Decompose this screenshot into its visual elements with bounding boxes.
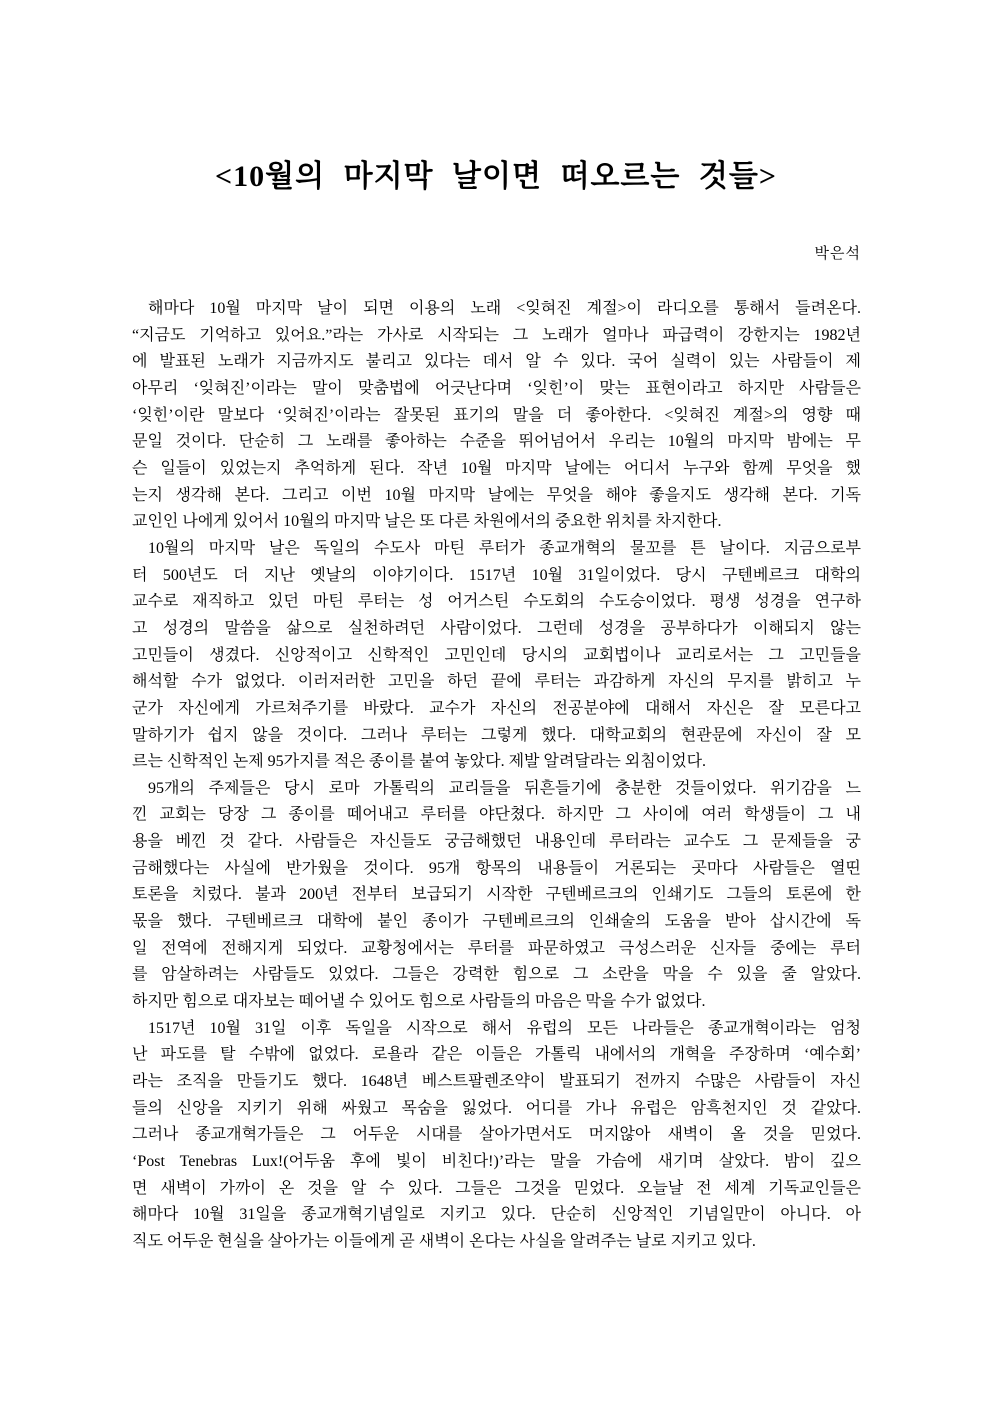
body-line: 낀 교회는 당장 그 종이를 떼어내고 루터를 야단쳤다. 하지만 그 사이에 여러 학생들이 그 내 <box>132 806 861 824</box>
body-line: 르는 신학적인 논제 95가지를 적은 종이를 붙여 놓았다. 제발 알려달라는 외침이었다. <box>132 753 707 771</box>
body-line: 난 파도를 탈 수밖에 없었다. 로욜라 같은 이들은 가톨릭 내에서의 개혁을 주장하며 ‘예수회’ <box>132 1046 861 1064</box>
body-line: 토론을 치렀다. 불과 200년 전부터 보급되기 시작한 구텐베르크의 인쇄기도 그들의 토론에 한 <box>132 886 861 904</box>
body-line: 고민들이 생겼다. 신앙적이고 신학적인 고민인데 당시의 교회법이나 교리로서는 그 고민들을 <box>132 646 861 664</box>
body-line: 해석할 수가 없었다. 이러저러한 고민을 하던 끝에 루터는 과감하게 자신의 무지를 밝히고 누 <box>132 673 861 691</box>
body-line: 문일 것이다. 단순히 그 노래를 좋아하는 수준을 뛰어넘어서 우리는 10월의 마지막 밤에는 무 <box>132 433 861 451</box>
body-line: 직도 어두운 현실을 살아가는 이들에게 곧 새벽이 온다는 사실을 알려주는 날로 지키고 있다. <box>132 1232 756 1250</box>
body-line: 터 500년도 더 지난 옛날의 이야기이다. 1517년 10월 31일이었다. 당시 구텐베르크 대학의 <box>132 566 861 584</box>
document-body <box>132 296 861 1256</box>
body-line: 라는 조직을 만들기도 했다. 1648년 베스트팔렌조약이 발표되기 전까지 수많은 사람들이 자신 <box>132 1073 861 1091</box>
body-line: “지금도 기억하고 있어요.”라는 가사로 시작되는 그 노래가 얼마나 파급력이 강한지는 1982년 <box>132 326 861 344</box>
body-line: 에 발표된 노래가 지금까지도 불리고 있다는 데서 알 수 있다. 국어 실력이 있는 사람들이 제 <box>132 353 861 371</box>
body-line: 고 성경의 말씀을 삶으로 실천하려던 사람이었다. 그런데 성경을 공부하다가 이해되지 않는 <box>132 619 861 637</box>
paragraph <box>132 776 861 1016</box>
body-line: 용을 베낀 것 같다. 사람들은 자신들도 궁금해했던 내용인데 루터라는 교수도 그 문제들을 궁 <box>132 833 861 851</box>
body-line: 말하기가 쉽지 않을 것이다. 그러나 루터는 그렇게 했다. 대학교회의 현관문에 자신이 잘 모 <box>132 726 861 744</box>
body-line: 하지만 힘으로 대자보는 떼어낼 수 있어도 힘으로 사람들의 마음은 막을 수가 없었다. <box>132 993 706 1011</box>
body-line: 면 새벽이 가까이 온 것을 알 수 있다. 그들은 그것을 믿었다. 오늘날 전 세계 기독교인들은 <box>132 1179 861 1197</box>
body-line: 는지 생각해 본다. 그리고 이번 10월 마지막 날에는 무엇을 해야 좋을지도 생각해 본다. 기독 <box>132 486 861 504</box>
body-line: 95개의 주제들은 당시 로마 가톨릭의 교리들을 뒤흔들기에 충분한 것들이었다. 위기감을 느 <box>148 779 861 797</box>
body-line: 교인인 나에게 있어서 10월의 마지막 날은 또 다른 차원에서의 중요한 위치를 차지한다. <box>132 513 722 531</box>
body-line: 아무리 ‘잊혀진’이라는 말이 맞춤법에 어긋난다며 ‘잊힌’이 맞는 표현이라고 하지만 사람들은 <box>132 379 861 397</box>
body-line: 군가 자신에게 가르쳐주기를 바랐다. 교수가 자신의 전공분야에 대해서 자신은 잘 모른다고 <box>132 699 861 717</box>
paragraph <box>132 536 861 776</box>
body-line: 1517년 10월 31일 이후 독일을 시작으로 해서 유럽의 모든 나라들은 종교개혁이라는 엄청 <box>148 1019 861 1037</box>
body-line: 해마다 10월 31일을 종교개혁기념일로 지키고 있다. 단순히 신앙적인 기념일만이 아니다. 아 <box>132 1206 861 1224</box>
body-line: 교수로 재직하고 있던 마틴 루터는 성 어거스틴 수도회의 수도승이었다. 평생 성경을 연구하 <box>132 593 861 611</box>
body-line: 그러나 종교개혁가들은 그 어두운 시대를 살아가면서도 머지않아 새벽이 올 것을 믿었다. <box>132 1126 861 1144</box>
body-line: 슨 일들이 있었는지 추억하게 된다. 작년 10월 마지막 날에는 어디서 누구와 함께 무엇을 했 <box>132 459 861 477</box>
body-line: ‘잊힌’이란 말보다 ‘잊혀진’이라는 잘못된 표기의 말을 더 좋아한다. <잊혀진 계절>의 영향 때 <box>132 406 861 424</box>
body-line: 를 암살하려는 사람들도 있었다. 그들은 강력한 힘으로 그 소란을 막을 수 있을 줄 알았다. <box>132 966 861 984</box>
body-line: 금해했다는 사실에 반가웠을 것이다. 95개 항목의 내용들이 거론되는 곳마다 사람들은 열띤 <box>132 859 861 877</box>
paragraph <box>132 1016 861 1256</box>
paragraph <box>132 296 861 536</box>
body-line: 해마다 10월 마지막 날이 되면 이용의 노래 <잊혀진 계절>이 라디오를 통해서 들려온다. <box>148 300 861 317</box>
author-name: 박은석 <box>814 246 861 262</box>
document-title: <10월의 마지막 날이면 떠오르는 것들> <box>215 160 777 193</box>
body-line: 들의 신앙을 지키기 위해 싸웠고 목숨을 잃었다. 어디를 가나 유럽은 암흑천지인 것 같았다. <box>132 1099 861 1117</box>
body-line: 10월의 마지막 날은 독일의 수도사 마틴 루터가 종교개혁의 물꼬를 튼 날이다. 지금으로부 <box>148 539 861 557</box>
body-line: 일 전역에 전해지게 되었다. 교황청에서는 루터를 파문하였고 극성스러운 신자들 중에는 루터 <box>132 939 861 957</box>
body-line: 몫을 했다. 구텐베르크 대학에 붙인 종이가 구텐베르크의 인쇄술의 도움을 받아 삽시간에 독 <box>132 913 861 931</box>
body-line: ‘Post Tenebras Lux!(어두움 후에 빛이 비친다!)’라는 말을 가슴에 새기며 살았다. 밤이 깊으 <box>132 1153 861 1170</box>
